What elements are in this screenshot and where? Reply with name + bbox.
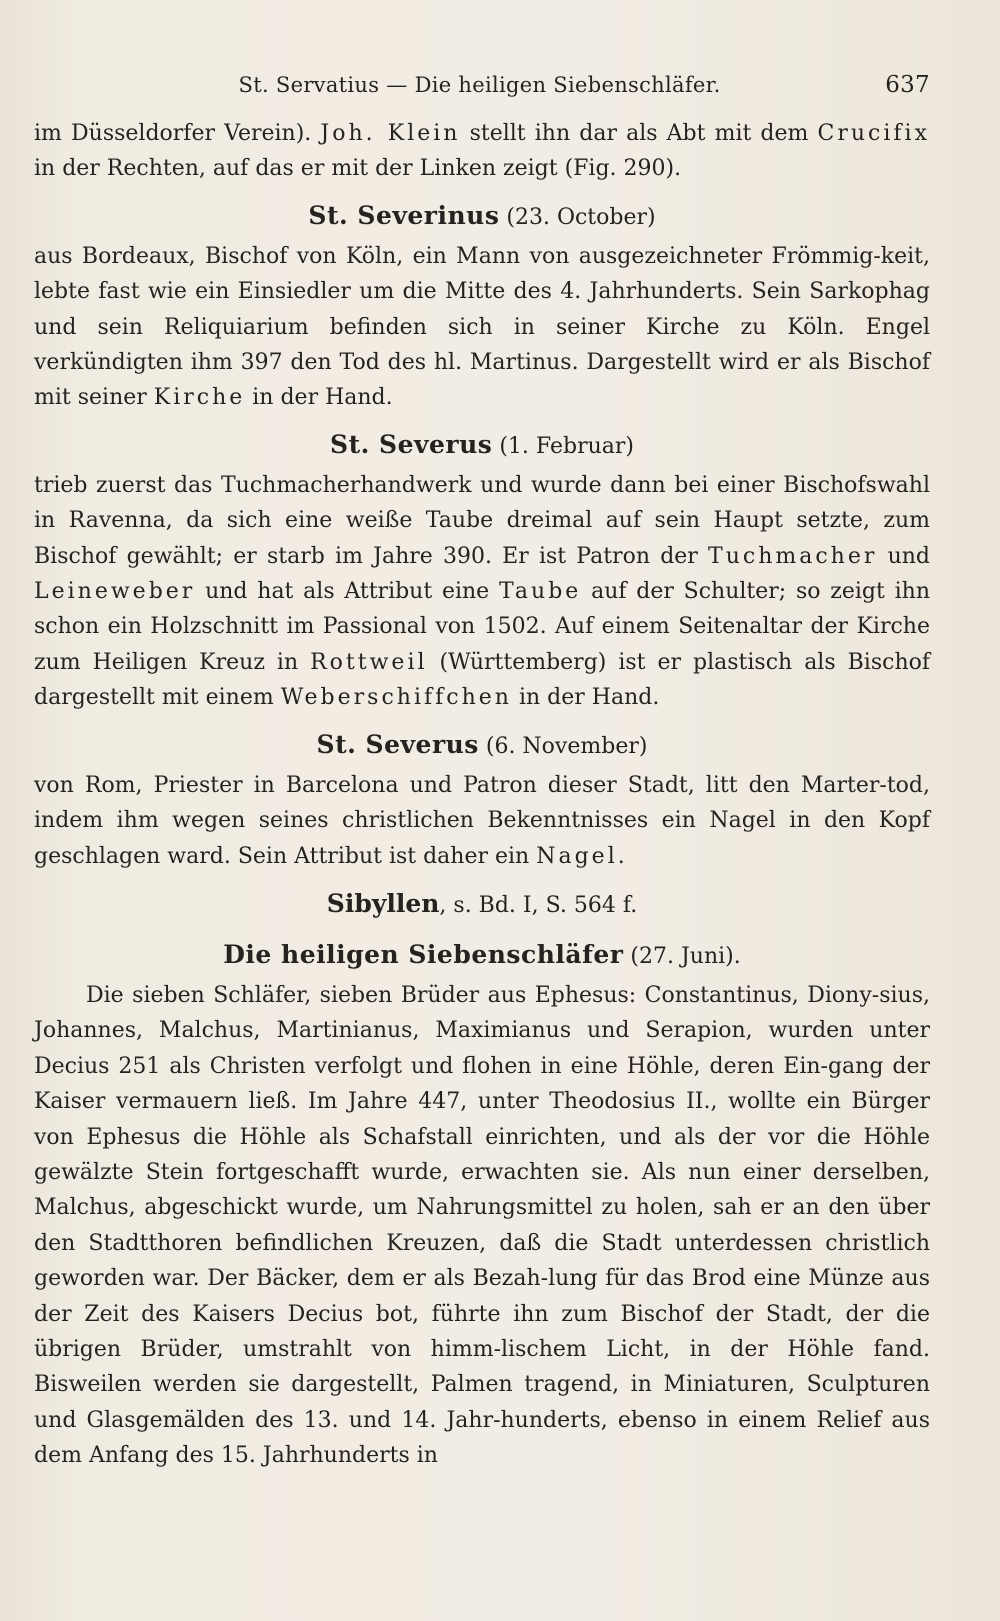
text-run: in der Hand. bbox=[245, 385, 393, 411]
entry-heading bbox=[34, 936, 930, 976]
text-run: (Württemberg) ist er plastisch als Bischof dargestellt mit einem bbox=[34, 649, 930, 711]
text-run: aus Bordeaux, Bischof von Köln, ein Mann von ausgezeichneter Frömmig-keit, lebte fast wie ein Einsiedler um die Mitte des 4. Jahrhunderts. Sein Sarkophag und sein Reliquiarium befinden sich in seiner Kirche zu Köln. Engel verkündigten ihm 397 den Tod des hl. Martinus. Dargestellt wird er als Bischof mit seiner bbox=[34, 243, 930, 411]
intro-paragraph bbox=[34, 116, 930, 187]
attribute-word: Nagel bbox=[536, 843, 618, 869]
text-run: auf der Schulter; so zeigt ihn schon ein Holzschnitt im Passional von 1502. Auf einem Seitenaltar der Kirche zum Heiligen Kreuz in bbox=[34, 579, 930, 675]
attribute-word: Taube bbox=[498, 579, 582, 605]
text-run: stellt ihn dar als Abt mit dem bbox=[460, 121, 818, 146]
text-run: . bbox=[617, 843, 625, 869]
entry-text: Die sieben Schläfer, sieben Brüder aus Ephesus: Constantinus, Diony-sius, Johannes, Malchus, Martinianus, Maximianus und Serapion, wurden unter Decius 251 als Christen verfolgt und flohen in eine Höhle, deren Ein-gang der Kaiser vermauern ließ. Im Jahre 447, unter Theodosius II., wollte ein Bürger von Ephesus die Höhle als Schafstall einrichten, und als der vor die Höhle gewälzte Stein fortgeschafft wurde, erwachten sie. Als nun einer derselben, Malchus, abgeschickt wurde, um Nahrungsmittel zu holen, sah er an den über den Stadtthoren befindlichen Kreuzen, daß die Stadt unterdessen christlich geworden war. Der Bäcker, dem er als Bezah-lung für das Brod eine Münze aus der Zeit des Kaisers Decius bot, führte ihn zum Bischof der Stadt, der die übrigen Brüder, umstrahlt von himm-lischem Licht, in der Höhle fand. Bisweilen werden sie dargestellt, Palmen tragend, in Miniaturen, Sculpturen und Glasgemälden des 13. und 14. Jahr-hunderts, ebenso in einem Relief aus dem Anfang des 15. Jahrhunderts in bbox=[34, 982, 930, 1469]
page-body bbox=[34, 116, 930, 1474]
entry-severus-november bbox=[34, 726, 930, 874]
running-head bbox=[34, 72, 930, 112]
entry-severus-february bbox=[34, 426, 930, 716]
entry-siebenschlaefer bbox=[34, 936, 930, 1474]
text-run: im Düsseldorfer Verein). bbox=[34, 121, 321, 146]
cross-reference: , s. Bd. I, S. 564 f. bbox=[439, 892, 638, 918]
artist-name: Joh. Klein bbox=[320, 121, 461, 146]
saint-name: St. Severus bbox=[316, 729, 479, 759]
entry-text bbox=[34, 768, 930, 874]
attribute-word: Crucifix bbox=[817, 121, 930, 146]
attribute-word: Tuchmacher bbox=[708, 543, 878, 569]
attribute-word: Kirche bbox=[153, 385, 246, 411]
saint-name: St. Severus bbox=[330, 429, 493, 459]
text-run: von Rom, Priester in Barcelona und Patron dieser Stadt, litt den Marter-tod, indem ihm wegen seines christlichen Bekenntnisses ein Nagel in den Kopf geschlagen ward. Sein Attribut ist daher ein bbox=[34, 772, 930, 869]
entry-heading bbox=[34, 197, 930, 237]
entry-heading bbox=[34, 426, 930, 466]
saint-name: St. Severinus bbox=[308, 200, 500, 230]
feast-date: (23. October) bbox=[499, 204, 656, 230]
entry-text bbox=[34, 468, 930, 716]
attribute-word: Weberschiffchen bbox=[280, 685, 512, 711]
page-number: 637 bbox=[885, 72, 930, 98]
text-run: in der Hand. bbox=[511, 685, 660, 711]
text-run: und bbox=[877, 543, 930, 569]
feast-date: (6. November) bbox=[478, 733, 648, 759]
entry-name: Sibyllen bbox=[326, 888, 440, 918]
feast-date: (1. Februar) bbox=[492, 433, 634, 459]
attribute-word: Leineweber bbox=[34, 579, 196, 605]
text-run: in der Rechten, auf das er mit der Linken zeigt (Fig. 290). bbox=[34, 156, 682, 182]
entry-heading bbox=[34, 726, 930, 766]
saint-name: Die heiligen Siebenschläfer bbox=[223, 939, 624, 969]
place-name: Rottweil bbox=[310, 649, 428, 675]
running-head-title: St. Servatius — Die heiligen Siebenschläfer. bbox=[238, 73, 721, 97]
text-run: trieb zuerst das Tuchmacherhandwerk und wurde dann bei einer Bischofswahl in Ravenna, da sich eine weiße Taube dreimal auf sein Haupt setzte, zum Bischof gewählt; er starb im Jahre 390. Er ist Patron der bbox=[34, 472, 930, 569]
text-run: und hat als Attribut eine bbox=[195, 579, 499, 605]
entry-severinus bbox=[34, 197, 930, 416]
feast-date: (27. Juni). bbox=[623, 943, 741, 969]
entry-sibyllen bbox=[34, 884, 930, 926]
entry-text bbox=[34, 239, 930, 416]
